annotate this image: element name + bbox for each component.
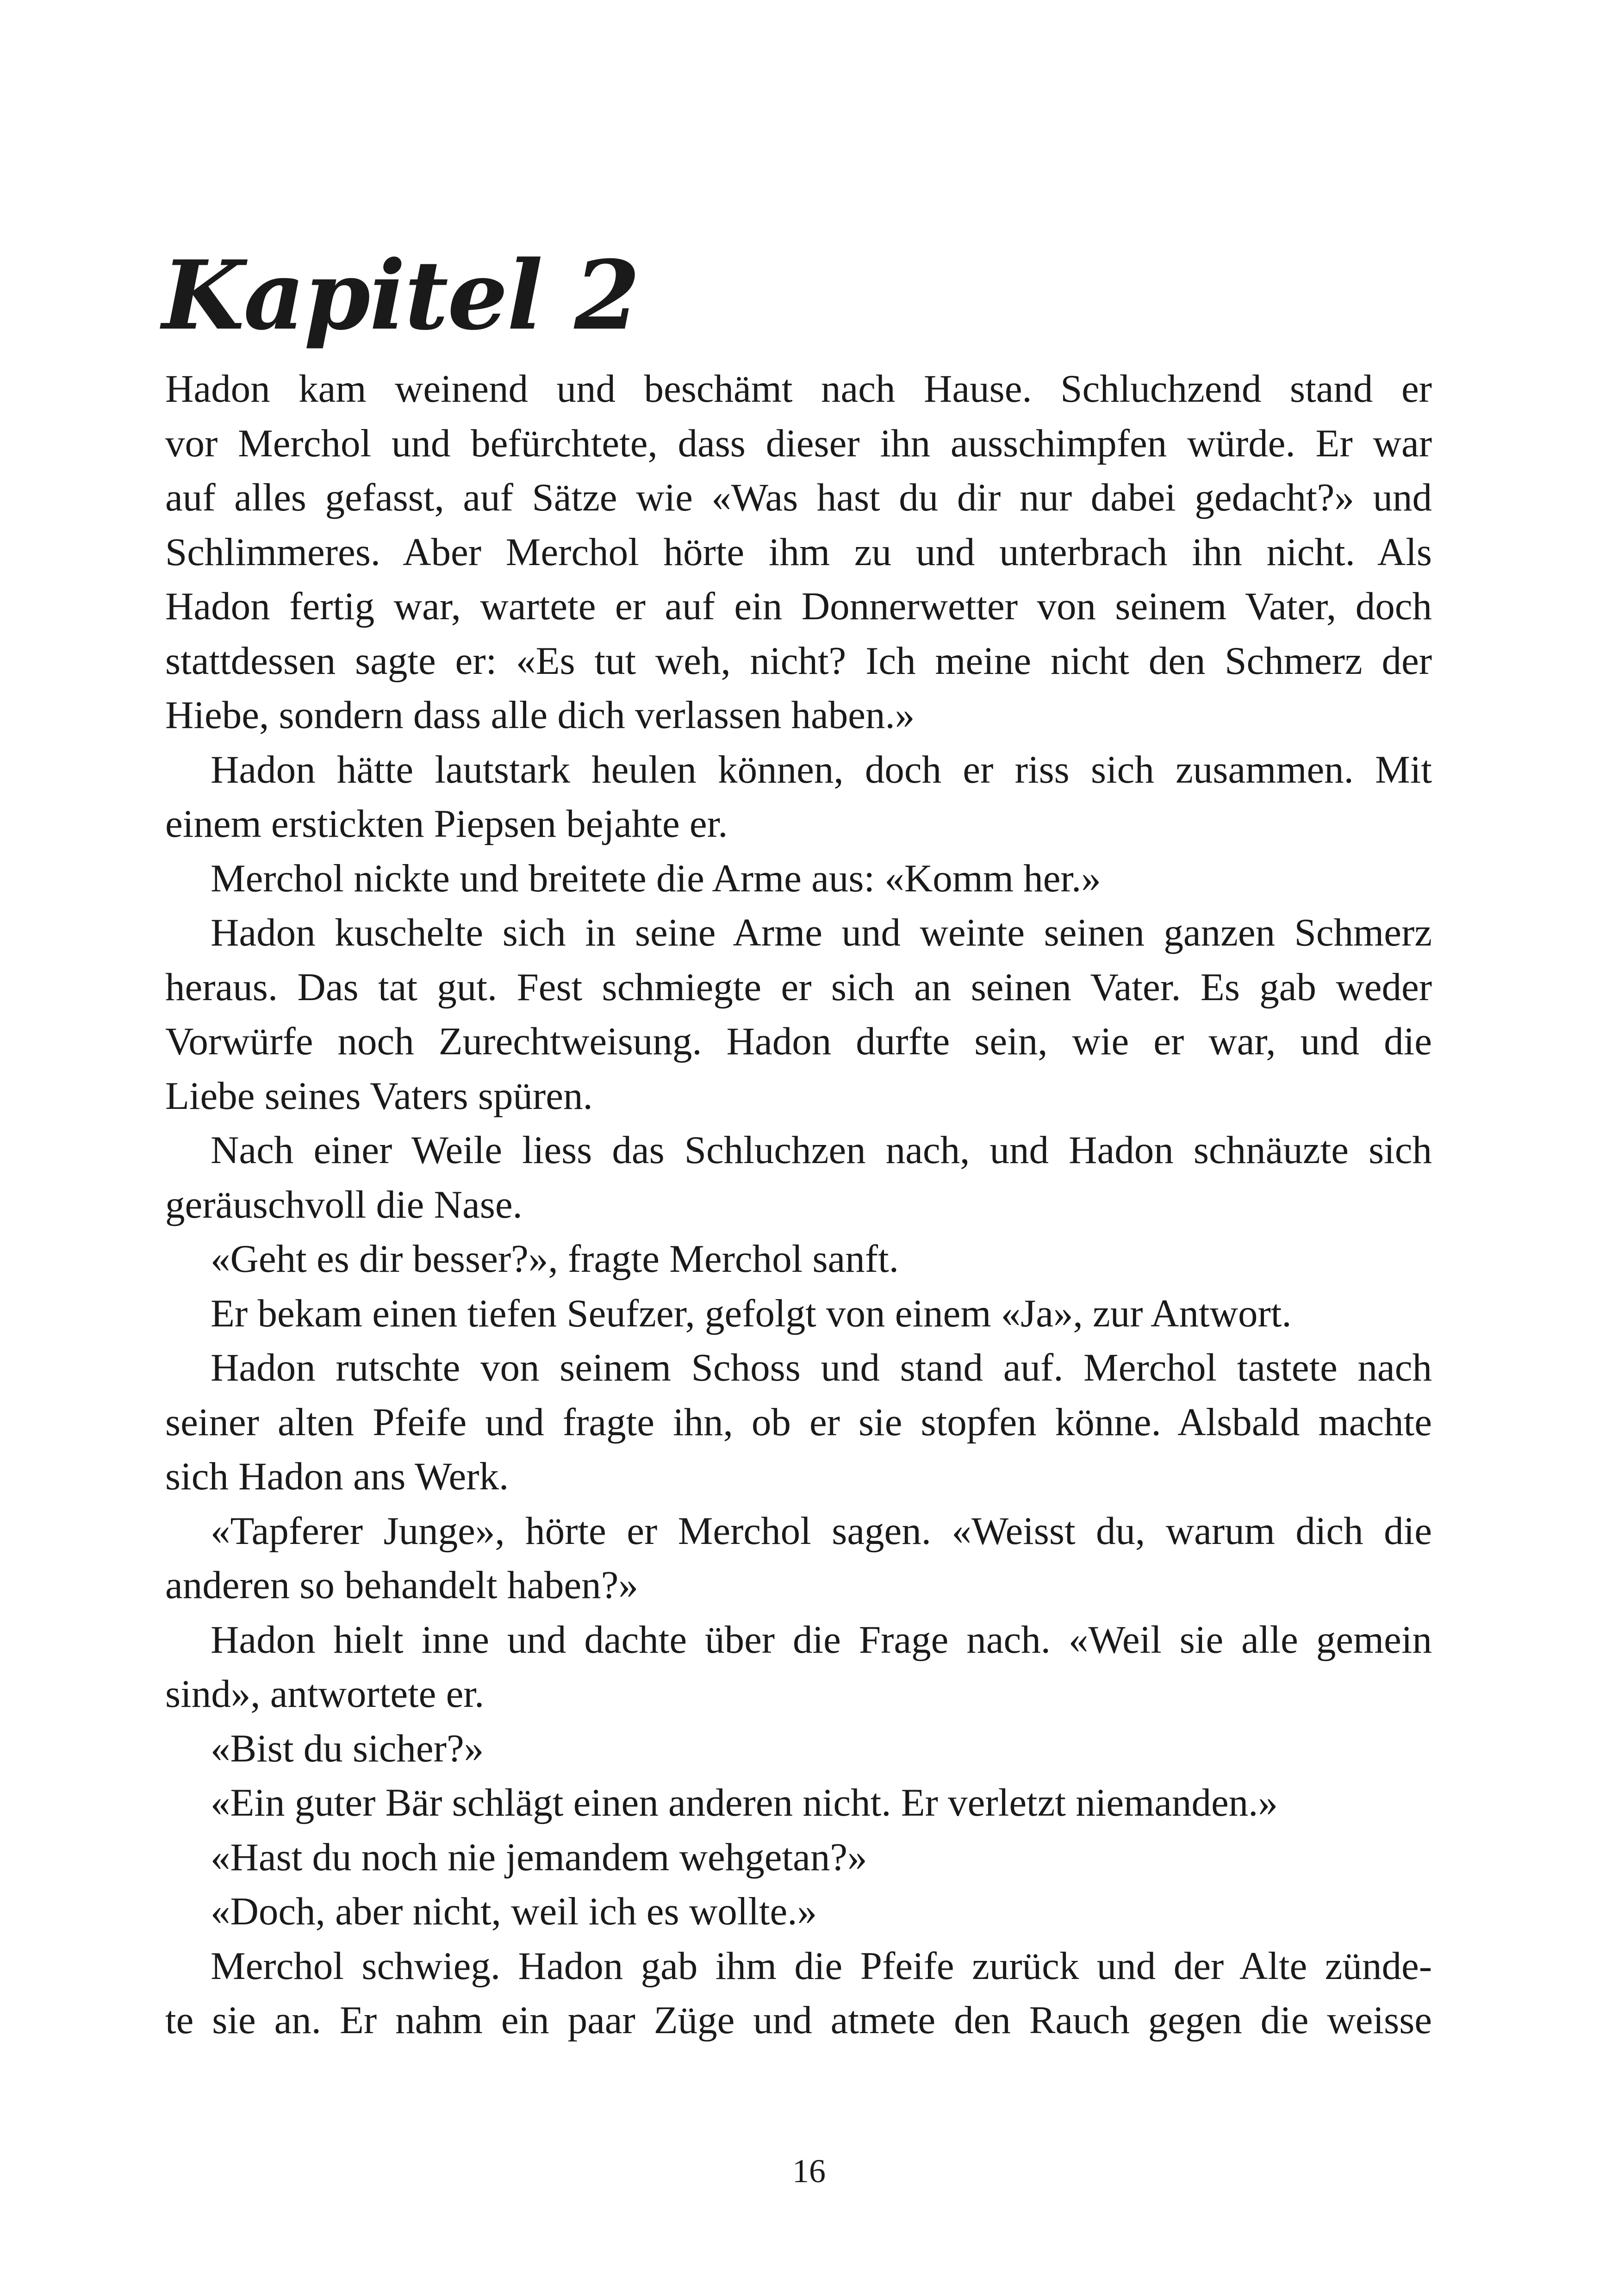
text-line: Hadon kuschelte sich in seine Arme und weinte seinen ganzen Schmerz (211, 911, 1432, 954)
text-line: Hadon hätte lautstark heulen können, doch er riss sich zusammen. Mit (211, 747, 1432, 791)
text-line: Liebe seines Vaters spüren. (165, 1074, 593, 1118)
text-line: auf alles gefasst, auf Sätze wie «Was hast du dir nur dabei gedacht?» und (165, 476, 1432, 519)
text-line: «Bist du sicher?» (211, 1726, 484, 1770)
text-line: sich Hadon ans Werk. (165, 1455, 509, 1498)
text-line: seiner alten Pfeife und fragte ihn, ob er sie stopfen könne. Alsbald machte (165, 1400, 1432, 1444)
text-line: «Hast du noch nie jemandem wehgetan?» (211, 1835, 867, 1879)
text-line: Merchol nickte und breitete die Arme aus: «Komm her.» (211, 856, 1101, 900)
text-line: vor Merchol und befürchtete, dass dieser ihn ausschimpfen würde. Er war (165, 421, 1432, 465)
chapter-title: Kapitel 2 (162, 240, 640, 352)
text-line: heraus. Das tat gut. Fest schmiegte er sich an seinen Vater. Es gab weder (165, 965, 1432, 1009)
text-line: einem erstickten Piepsen bejahte er. (165, 802, 728, 846)
text-line: «Geht es dir besser?», fragte Merchol sanft. (211, 1237, 899, 1281)
text-line: te sie an. Er nahm ein paar Züge und atmete den Rauch gegen die weisse (165, 1998, 1432, 2042)
text-line: Hiebe, sondern dass alle dich verlassen haben.» (165, 693, 915, 737)
text-line: Merchol schwieg. Hadon gab ihm die Pfeife zurück und der Alte zünde- (211, 1944, 1432, 1988)
text-line: anderen so behandelt haben?» (165, 1563, 638, 1607)
text-line: Hadon fertig war, wartete er auf ein Donnerwetter von seinem Vater, doch (165, 585, 1432, 628)
page-number: 16 (792, 2153, 826, 2190)
text-line: stattdessen sagte er: «Es tut weh, nicht? Ich meine nicht den Schmerz der (165, 639, 1432, 683)
text-line: Er bekam einen tiefen Seufzer, gefolgt von einem «Ja», zur Antwort. (211, 1291, 1292, 1335)
text-line: «Tapferer Junge», hörte er Merchol sagen. «Weisst du, warum dich die (211, 1509, 1432, 1553)
text-line: Schlimmeres. Aber Merchol hörte ihm zu und unterbrach ihn nicht. Als (165, 530, 1432, 574)
text-line: «Ein guter Bär schlägt einen anderen nicht. Er verletzt niemanden.» (211, 1781, 1278, 1824)
text-line: sind», antwortete er. (165, 1672, 485, 1716)
text-line: geräuschvoll die Nase. (165, 1182, 523, 1226)
text-line: Hadon rutschte von seinem Schoss und stand auf. Merchol tastete nach (211, 1346, 1432, 1389)
text-line: Vorwürfe noch Zurechtweisung. Hadon durfte sein, wie er war, und die (165, 1020, 1432, 1063)
text-line: «Doch, aber nicht, weil ich es wollte.» (211, 1890, 817, 1933)
text-line: Hadon hielt inne und dachte über die Frage nach. «Weil sie alle gemein (211, 1618, 1432, 1661)
text-line: Nach einer Weile liess das Schluchzen nach, und Hadon schnäuzte sich (211, 1128, 1432, 1172)
body-text (165, 362, 1432, 2048)
text-line: Hadon kam weinend und beschämt nach Hause. Schluchzend stand er (165, 367, 1432, 411)
